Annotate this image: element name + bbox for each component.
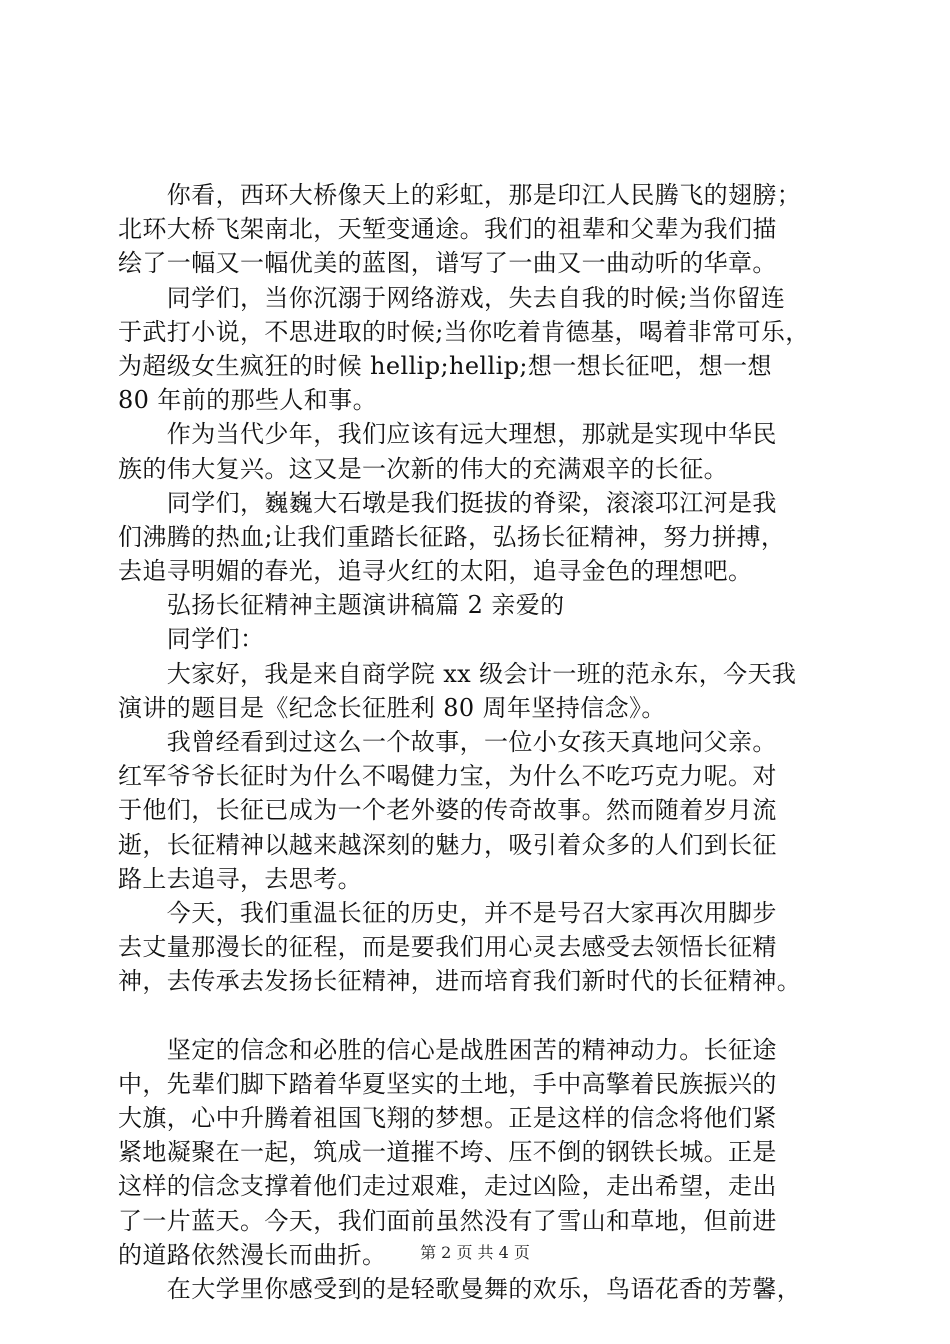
- text-line: 去丈量那漫长的征程，而是要我们用心灵去感受去领悟长征精: [118, 933, 777, 962]
- salutation: 同学们：: [118, 625, 265, 654]
- text-line: 大家好，我是来自商学院 xx 级会计一班的范永东，今天我: [118, 659, 797, 688]
- page-number-footer: 第 2 页 共 4 页: [420, 1243, 530, 1262]
- text-line: 逝，长征精神以越来越深刻的魅力，吸引着众多的人们到长征: [118, 830, 777, 859]
- text-line: 我曾经看到过这么一个故事，一位小女孩天真地问父亲。: [118, 728, 777, 756]
- text-line: 的道路依然漫长而曲折。: [118, 1240, 387, 1269]
- document-body: [118, 178, 838, 1306]
- text-line: 紧地凝聚在一起，筑成一道摧不垮、压不倒的钢铁长城。正是: [118, 1138, 777, 1167]
- text-line: 同学们，当你沉溺于网络游戏，失去自我的时候;当你留连: [118, 283, 786, 312]
- text-line: 同学们，巍巍大石墩是我们挺拔的脊梁，滚滚邛江河是我: [118, 488, 777, 517]
- text-line: 在大学里你感受到的是轻歌曼舞的欢乐，鸟语花香的芳馨，: [118, 1275, 802, 1303]
- text-line: 神，去传承去发扬长征精神，进而培育我们新时代的长征精神。: [118, 967, 802, 996]
- text-line: 作为当代少年，我们应该有远大理想，那就是实现中华民: [118, 420, 777, 449]
- text-line: 路上去追寻，去思考。: [118, 864, 362, 893]
- text-line: 你看，西环大桥像天上的彩虹，那是印江人民腾飞的翅膀；: [118, 181, 802, 209]
- text-line: 北环大桥飞架南北，天堑变通途。我们的祖辈和父辈为我们描: [118, 215, 777, 244]
- section-heading: 弘扬长征精神主题演讲稿篇 2 亲爱的: [118, 591, 565, 620]
- text-line: 为超级女生疯狂的时候 hellip;hellip;想一想长征吧，想一想: [118, 351, 772, 380]
- paragraph-gap: [118, 999, 838, 1033]
- text-line: 族的伟大复兴。这又是一次新的伟大的充满艰辛的长征。: [118, 454, 728, 483]
- text-line: 了一片蓝天。今天，我们面前虽然没有了雪山和草地，但前进: [118, 1206, 777, 1235]
- text-line: 演讲的题目是《纪念长征胜利 80 周年坚持信念》。: [118, 693, 666, 722]
- text-line: 红军爷爷长征时为什么不喝健力宝，为什么不吃巧克力呢。对: [118, 762, 777, 791]
- text-line: 大旗，心中升腾着祖国飞翔的梦想。正是这样的信念将他们紧: [118, 1104, 777, 1133]
- text-line: 们沸腾的热血;让我们重踏长征路，弘扬长征精神，努力拼搏，: [118, 522, 786, 551]
- text-line: 这样的信念支撑着他们走过艰难，走过凶险，走出希望，走出: [118, 1172, 777, 1201]
- text-line: 绘了一幅又一幅优美的蓝图，谱写了一曲又一曲动听的华章。: [118, 249, 777, 278]
- text-line: 于武打小说，不思进取的时候;当你吃着肯德基，喝着非常可乐，: [118, 317, 810, 346]
- text-line: 中，先辈们脚下踏着华夏坚实的土地，手中高擎着民族振兴的: [118, 1069, 777, 1098]
- text-line: 于他们，长征已成为一个老外婆的传奇故事。然而随着岁月流: [118, 796, 777, 825]
- text-line: 坚定的信念和必胜的信心是战胜困苦的精神动力。长征途: [118, 1035, 777, 1064]
- text-line: 今天，我们重温长征的历史，并不是号召大家再次用脚步: [118, 898, 777, 927]
- text-line: 80 年前的那些人和事。: [118, 386, 377, 415]
- text-line: 去追寻明媚的春光，追寻火红的太阳，追寻金色的理想吧。: [118, 557, 753, 586]
